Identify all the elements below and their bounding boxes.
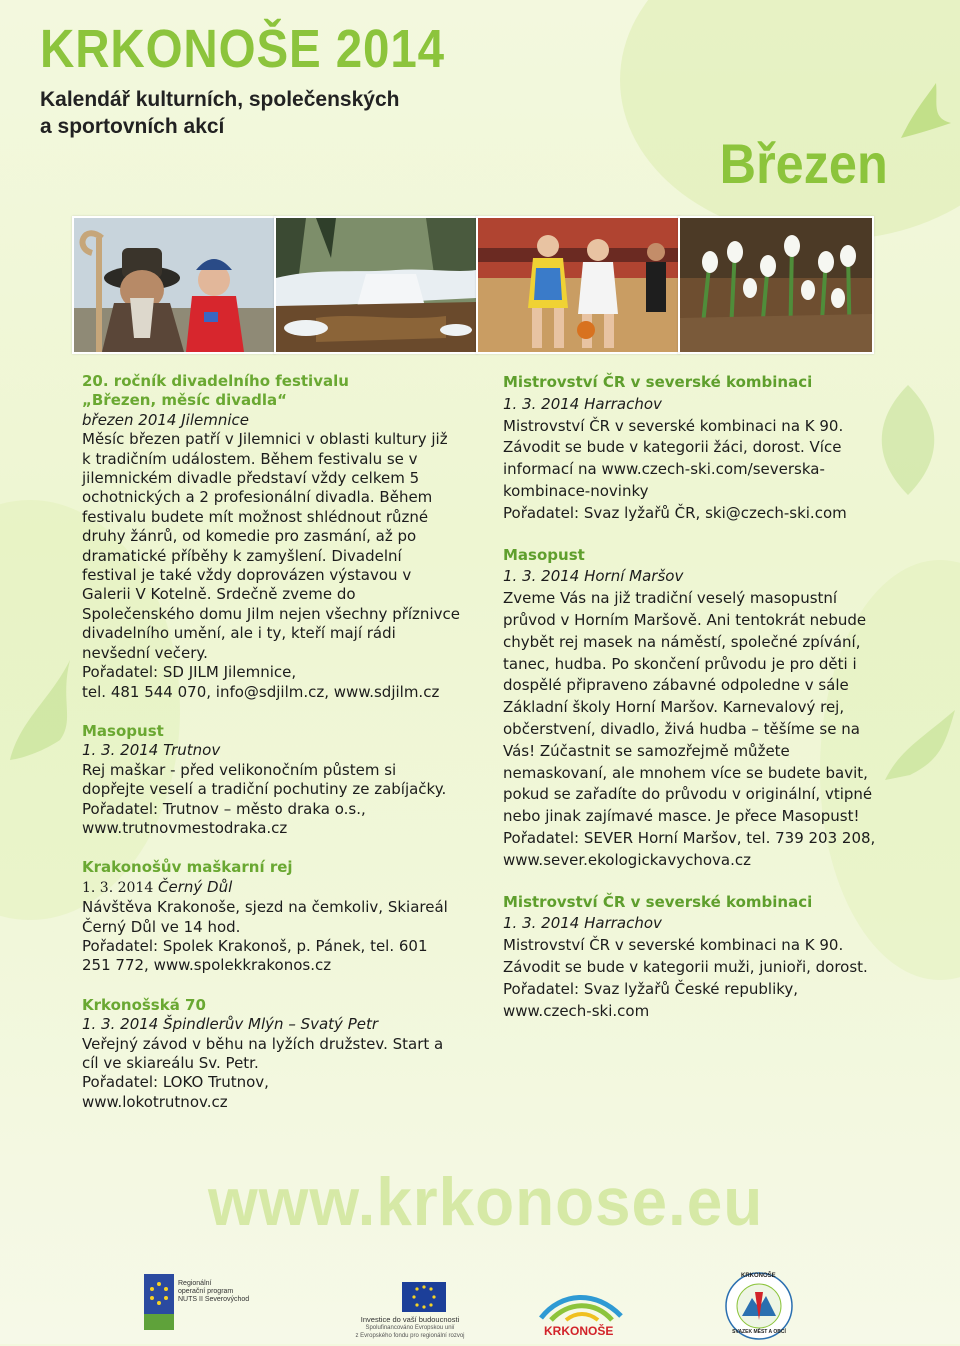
eu-text: Investice do vaší budoucnosti bbox=[360, 1315, 460, 1324]
event-date: 1. 3. 2014 Horní Maršov bbox=[503, 567, 684, 586]
event-item bbox=[503, 545, 883, 872]
event-item bbox=[82, 372, 460, 702]
event-organizer: Pořadatel: LOKO Trutnov, bbox=[82, 1073, 269, 1092]
eu-text: Spolufinancováno Evropskou unií bbox=[365, 1325, 455, 1331]
event-contact: tel. 481 544 070, info@sdjilm.cz, www.sdjilm.cz bbox=[82, 682, 440, 701]
event-organizer: Pořadatel: Svaz lyžařů České republiky, bbox=[503, 979, 799, 998]
event-description: Zveme Vás na již tradiční veselý masopustní průvod v Horním Maršově. Ani tentokrát nebude chybět rej masek na náměstí, společné zpívání, tanec, hudba. Po skončení průvodu je pro děti i dospělé připraveno zábavné odpoledne v sále Základní školy Horní Maršov. Karnevalový rej, občerstvení, divadlo, živá hudba – těšíme se na Vás! Zúčastnit se samozřejmě můžete nemaskovaní, ale mnohem více se budete bavit, pokud se zařadíte do průvodu v originální, vtipné nebo jinak zajímavé masce. Je přece Masopust! bbox=[503, 589, 873, 826]
mountains-icon bbox=[536, 1286, 626, 1322]
krkonose-logo-text: KRKONOŠE bbox=[544, 1324, 614, 1338]
man-with-child-photo bbox=[72, 216, 276, 354]
eu-text: z Evropského fondu pro regionální rozvoj bbox=[355, 1333, 465, 1339]
event-organizer: Pořadatel: Svaz lyžařů ČR, ski@czech-ski.com bbox=[503, 503, 847, 522]
event-title: Mistrovství ČR v severské kombinaci bbox=[503, 892, 813, 911]
winter-stream-photo bbox=[274, 216, 478, 354]
event-date: 1. 3. 2014 Harrachov bbox=[503, 394, 662, 413]
event-item bbox=[503, 892, 883, 1023]
event-item bbox=[82, 858, 460, 975]
event-title: „Březen, měsíc divadla“ bbox=[82, 391, 287, 410]
event-date: 1. 3. 2014 Špindlerův Mlýn – Svatý Petr bbox=[82, 1015, 379, 1034]
bird-icon bbox=[880, 700, 960, 790]
rop-text: operační program bbox=[178, 1288, 234, 1295]
page-title: KRKONOŠE 2014 bbox=[40, 19, 445, 79]
subtitle-line: Kalendář kulturních, společenských bbox=[40, 88, 400, 111]
eu-flag-icon bbox=[402, 1282, 446, 1312]
event-description: Mistrovství ČR v severské kombinaci na K 90. Závodit se bude v kategorii muži, junioři, dorost. bbox=[503, 936, 868, 976]
event-description: Mistrovství ČR v severské kombinaci na K 90. Závodit se bude v kategorii žáci, dorost. Více informací na www.czech-ski.com/severska-kombinace-novinky bbox=[503, 416, 844, 500]
svazek-logo-top-text: KRKONOŠE bbox=[741, 1273, 776, 1279]
right-column bbox=[503, 372, 883, 1042]
footer-logos bbox=[0, 1268, 960, 1344]
bird-icon bbox=[0, 640, 80, 770]
subtitle-line: a sportovních akcí bbox=[40, 115, 225, 138]
event-organizer: Pořadatel: Trutnov – město draka o.s., bbox=[82, 799, 366, 818]
bird-icon bbox=[896, 78, 956, 148]
snowdrops-photo bbox=[678, 216, 874, 354]
website-watermark: www.krkonose.eu bbox=[208, 1164, 764, 1240]
event-organizer: Pořadatel: SEVER Horní Maršov, tel. 739 203 208, www.sever.ekologickavychova.cz bbox=[503, 828, 876, 869]
event-date: březen 2014 Jilemnice bbox=[82, 410, 249, 429]
svazek-logo bbox=[722, 1270, 796, 1342]
event-title: Krakonošův maškarní rej bbox=[82, 858, 293, 877]
event-title: Masopust bbox=[82, 721, 164, 740]
event-date-place: Černý Důl bbox=[158, 877, 233, 896]
rop-emblem-icon bbox=[144, 1274, 174, 1330]
event-title: Krkonošská 70 bbox=[82, 995, 206, 1014]
page-subtitle bbox=[40, 86, 399, 140]
event-contact: www.czech-ski.com bbox=[503, 1001, 650, 1020]
event-date bbox=[82, 878, 460, 898]
event-description: Rej maškar - před velikonočním půstem si dopřejte veselí a tradiční pochutiny ze zabíjačky. bbox=[82, 760, 447, 799]
event-date: 1. 3. 2014 Trutnov bbox=[82, 741, 221, 760]
event-date: 1. 3. 2014 Harrachov bbox=[503, 914, 662, 933]
event-item bbox=[82, 996, 460, 1112]
rop-text: NUTS II Severovýchod bbox=[178, 1296, 250, 1303]
event-title: Mistrovství ČR v severské kombinaci bbox=[503, 373, 813, 391]
event-title: Masopust bbox=[503, 545, 585, 564]
event-title: 20. ročník divadelního festivalu bbox=[82, 372, 349, 390]
event-item bbox=[82, 722, 460, 838]
svazek-logo-bottom-text: SVAZEK MĚST A OBCÍ bbox=[732, 1329, 786, 1335]
month-heading: Březen bbox=[719, 132, 888, 195]
rop-logo bbox=[144, 1274, 254, 1338]
event-contact: www.lokotrutnov.cz bbox=[82, 1092, 228, 1111]
event-description: Návštěva Krakonoše, sjezd na čemkoliv, Skiareál Černý Důl ve 14 hod. bbox=[82, 898, 448, 936]
event-item bbox=[503, 372, 883, 525]
event-description: Veřejný závod v běhu na lyžích družstev. Start a cíl ve skiareálu Sv. Petr. bbox=[82, 1034, 444, 1072]
event-organizer: Pořadatel: SD JILM Jilemnice, bbox=[82, 663, 297, 682]
event-organizer: Pořadatel: Spolek Krakonoš, p. Pánek, tel. 601 251 772, www.spolekkrakonos.cz bbox=[82, 936, 428, 975]
event-description: Měsíc březen patří v Jilemnici v oblasti kultury již k tradičním událostem. Během festivalu se v jilemnickém divadle představí vždy celkem 5 ochotnických a 2 profesionální divadla. Během festivalu budete mít možnost shlédnout různé druhy žánrů, od komedie pro zasmání, až po dramatické příběhy k zamyšlení. Divadelní festival je také vždy doprovázen výstavou v Galerii V Kotelně. Srdečně zveme do Společenského domu Jilm nejen všechny příznivce divadelního umění, ale i ty, kteří mají rádi nevšední večery. bbox=[82, 430, 460, 662]
event-contact: www.trutnovmestodraka.cz bbox=[82, 818, 288, 837]
left-column bbox=[82, 372, 460, 1132]
eu-logo bbox=[330, 1282, 470, 1342]
basketball-photo bbox=[476, 216, 680, 354]
event-date-number: 1. 3. 2014 bbox=[82, 879, 154, 896]
rop-text: Regionální bbox=[178, 1280, 212, 1287]
krkonose-logo bbox=[536, 1286, 626, 1342]
